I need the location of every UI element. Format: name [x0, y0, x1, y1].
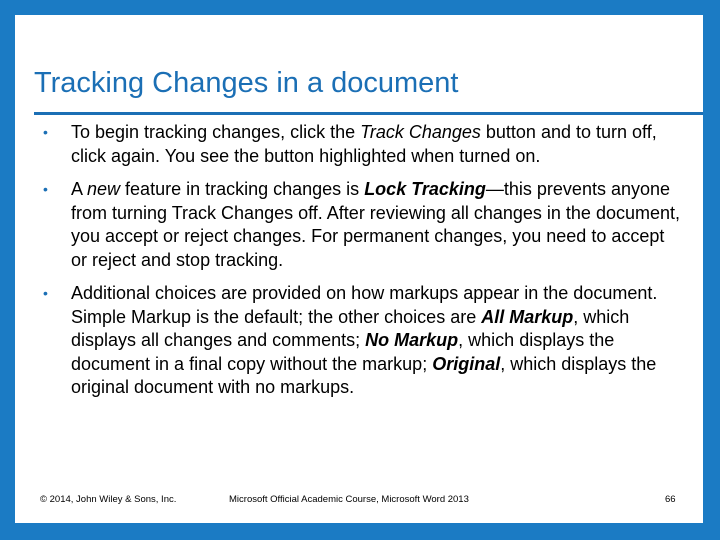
bullet-text-segment: , which displays the original document with no markups. — [71, 353, 657, 397]
bullet-item — [25, 282, 685, 400]
bullet-marker: • — [43, 181, 48, 197]
bullet-text-segment: No Markup — [365, 330, 459, 350]
bullet-item — [25, 121, 685, 168]
footer-copyright: © 2014, John Wiley & Sons, Inc. — [40, 494, 177, 505]
bullet-text-segment: , which displays the document in a final copy without the markup; — [71, 330, 615, 374]
bullet-text-segment: A — [71, 179, 88, 199]
bullet-text-segment: Lock Tracking — [364, 179, 486, 199]
bullet-text-segment: Track Changes — [360, 122, 481, 142]
bullet-text-segment: button and to turn off, click again. You see the button highlighted when turned on. — [71, 122, 657, 166]
footer-page-number: 66 — [665, 494, 676, 505]
footer-course: Microsoft Official Academic Course, Microsoft Word 2013 — [229, 494, 469, 505]
bullet-marker: • — [43, 124, 48, 140]
slide — [15, 15, 703, 523]
title-underline — [34, 112, 703, 115]
bullet-text-segment: , which displays all changes and comments; — [71, 306, 630, 350]
bullet-text-segment: All Markup — [481, 306, 574, 327]
bullet-marker: • — [43, 285, 48, 301]
bullet-text-segment: Original — [432, 353, 501, 374]
bullet-text-segment: —this prevents anyone from turning Track Changes off. After reviewing all changes in the document, you accept or reject changes. For permanent changes, you need to accept or reject and stop tracking. — [71, 179, 680, 270]
slide-title: Tracking Changes in a document — [34, 67, 459, 99]
bullet-text-segment: feature in tracking changes is — [120, 179, 365, 199]
bullet-text-segment: new — [87, 179, 121, 199]
bullet-text-segment: Additional choices are provided on how markups appear in the document. Simple Markup is the default; the other choices are — [71, 283, 658, 327]
bullet-item — [25, 178, 685, 272]
bullet-list — [25, 121, 685, 410]
bullet-text-segment: To begin tracking changes, click the — [71, 122, 361, 142]
